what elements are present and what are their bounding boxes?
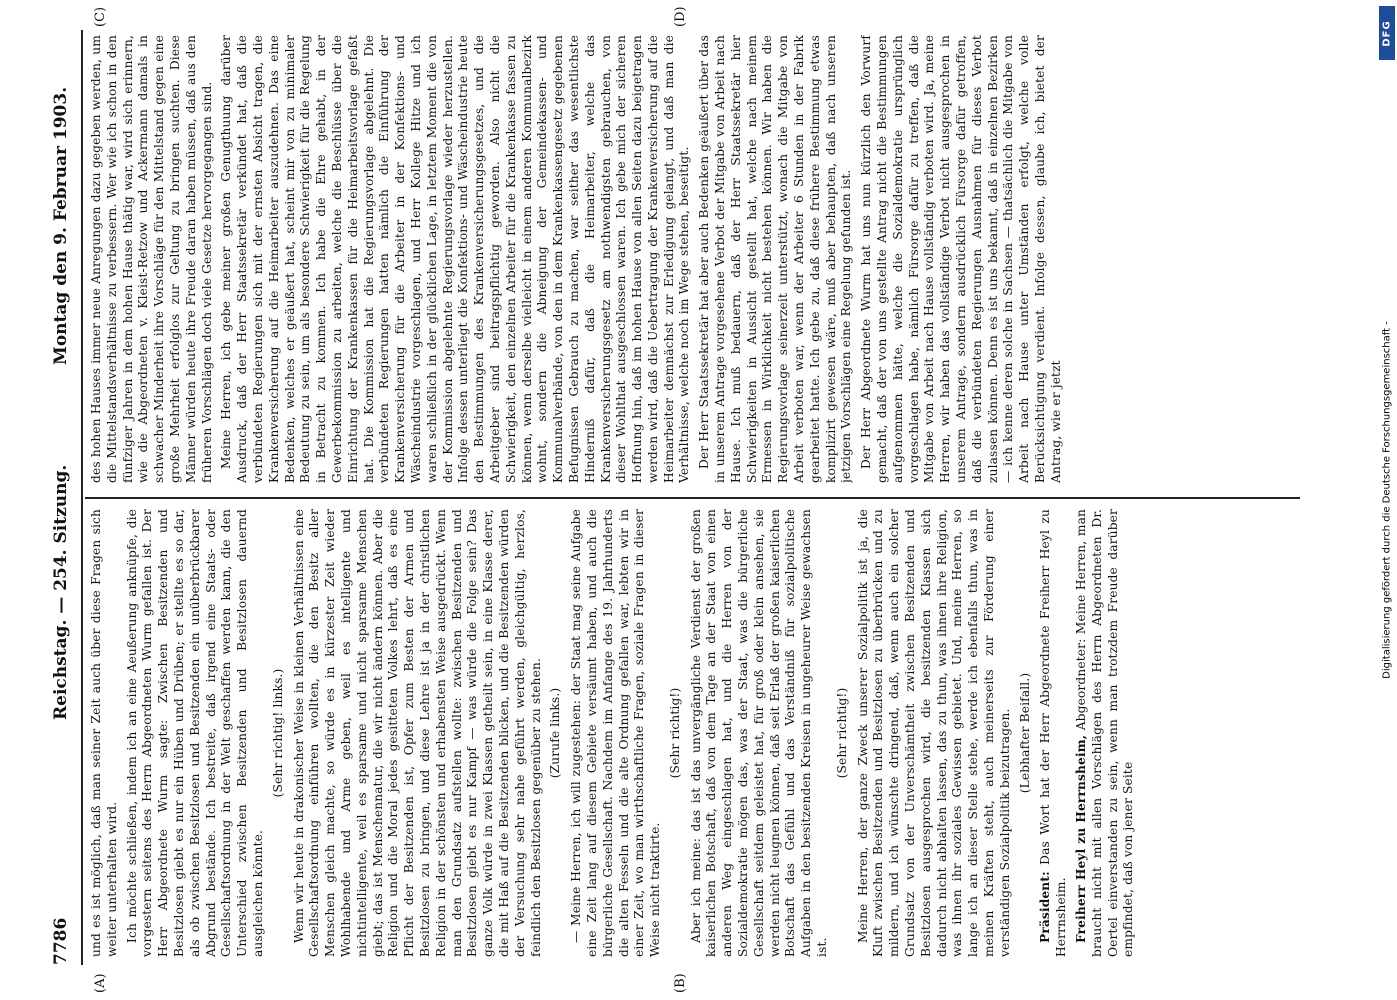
dfg-logo: DFG bbox=[1379, 6, 1395, 60]
paragraph: des hohen Hauses immer neue Anregungen dazu gegeben werden, um die Mittelstandsverhältnisse zu verbessern. Wer wie ich schon in den fünfziger Jahren in dem hohen Hause thätig war, wird sich erinnern, wie die Abgeordneten v. Kleist-Retzow und Ackermann damals in schwacher Minderheit ihre Vorschläge für den Mittelstand gegen eine große Mehrheit erfolglos zur Geltung zu bringen suchten. Diese Männer würden heute ihre Freude daran haben müssen, daß aus den früheren Vorschlägen doch viele Gesetze hervorgegangen sind. bbox=[89, 35, 214, 483]
margin-mark-d: (D) bbox=[673, 6, 688, 27]
interjection: (Lebhafter Beifall.) bbox=[1017, 672, 1032, 794]
column-divider bbox=[85, 497, 1300, 499]
speaker-text: Das Wort hat der Herr Abgeordnete Freiherr Heyl zu Herrnsheim. bbox=[1038, 509, 1069, 957]
interjection: (Sehr richtig!) bbox=[834, 687, 849, 779]
paragraph: Ich möchte schließen, indem ich an eine Aeußerung anknüpfe, die vorgestern seitens des Herrn Abgeordneten Wurm gefallen ist. Der Herr Abgeordnete Wurm sagte: Zwischen Besitzenden und Besitzlosen giebt es nur ein Hüben und Drüben; er stellte es so dar, als ob zwischen Besitzlosen und Besitzenden ein unüberbrückbarer Abgrund bestände. Ich bestreite, daß irgend eine Staats- oder Gesellschaftsordnung in der Welt geschaffen werden kann, die den Unterschied zwischen Besitzenden und Besitzlosen dauernd ausgleichen könnte. bbox=[124, 509, 265, 957]
paragraph: Der Herr Staatssekretär hat aber auch Bedenken geäußert über das in unserem Antrage vorgesehene Verbot der Mitgabe von Arbeit nach Hause. Ich muß bedauern, daß der Herr Staatssekretär hier Schwierigkeiten in Aussicht gestellt hat, welche nach meinem Ermessen in Wirklichkeit nicht bestehen können. Wir haben die Regierungsvorlage seinerzeit unterstützt, wonach die Mitgabe von Arbeit verboten war, wenn der Arbeiter 6 Stunden in der Fabrik gearbeitet hatte. Ich gebe zu, daß diese frühere Bestimmung etwas komplizirt gewesen wäre, muß aber behaupten, daß nach unseren jetzigen Vorschlägen eine Regelung gefunden ist. bbox=[697, 35, 854, 483]
paragraph: und es ist möglich, daß man seiner Zeit auch über diese Fragen sich weiter unterhalten wird. bbox=[89, 509, 119, 957]
speaker-paragraph bbox=[1074, 509, 1137, 957]
speaker-text: Abgeordneter: Meine Herren, man braucht nicht mit allen Vorschlägen des Herrn Abgeordneten Dr. Oertel einverstanden zu sein, wenn man trotzdem Freude darüber empfindet, daß von jener Seite bbox=[1074, 509, 1136, 957]
interjection: (Sehr richtig!) bbox=[667, 687, 682, 779]
digitization-sidebar bbox=[1377, 0, 1397, 1000]
session-title: Reichstag. — 254. Sitzung. bbox=[51, 464, 71, 720]
margin-mark-a: (A) bbox=[93, 973, 108, 993]
paragraph: Wenn wir heute in drakonischer Weise in kleinen Verhältnissen eine Gesellschaftsordnung einführen wollten, die den Besitz aller Menschen gleich machte, so würde es in kürzester Zeit wieder Wohlhabende und Arme geben, weil es intelligente und nichtintelligente, weil es sparsame und nicht sparsame Menschen giebt; das ist Menschennatur, die wir nicht ändern können. Aber die Religion und die Moral jedes gesitteten Volkes lehrt, daß es eine Pflicht der Besitzenden ist, Opfer zum Besten der Armen und Besitzlosen zu bringen, und diese Lehre ist ja in der christlichen Religion in der schönsten und erhabensten Weise ausgedrückt. Wenn man den Grundsatz aufstellen wollte: zwischen Besitzenden und Besitzlosen giebt es nur Kampf — was würde die Folge sein? Das ganze Volk würde in zwei Klassen getheilt sein, in eine Klasse derer, die mit Haß auf die Besitzenden blicken, und die Besitzenden würden der Versuchung sehr nahe geführt werden, gleichgültig, herzlos, feindlich den Besitzlosen gegenüber zu stehen. bbox=[291, 509, 543, 957]
paragraph: — Meine Herren, ich will zugestehen: der Staat mag seine Aufgabe eine Zeit lang auf diesem Gebiete versäumt haben, und auch die bürgerliche Gesellschaft. Nachdem im Anfange des 19. Jahrhunderts die alten Fesseln und die alte Ordnung gefallen war, lebten wir in einer Zeit, wo man wirthschaftliche Fragen, soziale Fragen in dieser Weise nicht traktirte. bbox=[569, 509, 663, 957]
paragraph: Meine Herren, der ganze Zweck unserer Sozialpolitik ist ja, die Kluft zwischen Besitzenden und Besitzlosen zu überbrücken und zu mildern, und ich wünschte dringend, daß, wenn auch ein solcher Grundsatz von der Unverschämtheit zwischen Besitzenden und Besitzlosen ausgesprochen wird, die besitzenden Klassen sich dadurch nicht abhalten lassen, das zu thun, was ihnen ihre Religion, was ihnen ihr soziales Gewissen gebietet. Und, meine Herren, so lange ich an dieser Stelle stehe, werde ich ebenfalls thun, was in meinen Kräften steht, auch meinerseits zur Förderung einer verständigen Sozialpolitik beizutragen. bbox=[855, 509, 1012, 957]
session-date: Montag den 9. Februar 1903. bbox=[51, 86, 71, 365]
paragraph: Meine Herren, ich gebe meiner großen Genugthuung darüber Ausdruck, daß der Herr Staatssekretär verkündet hat, daß die verbündeten Regierungen sich mit der ernsten Absicht tragen, die Krankenversicherung auf die Heimarbeiter auszudehnen. Das eine Bedenken, welches er geäußert hat, scheint mir von zu minimaler Bedeutung zu sein, um als besondere Schwierigkeit für die Regelung in Betracht zu kommen. Ich habe die Ehre gehabt, in der Gewerbekommission zu arbeiten, welche die Beschlüsse über die Einrichtung der Krankenkassen für die Heimarbeitsvorlage gefaßt hat. Die Kommission hat die Regierungsvorlage abgelehnt. Die verbündeten Regierungen hatten nämlich die Einführung der Krankenversicherung für die Arbeiter in der Konfektions- und Wäscheindustrie vorgeschlagen, und Herr Kollege Hitze und ich waren schließlich in der glücklichen Lage, in letztem Moment die von der Kommission abgelehnte Regierungsvorlage wieder herzustellen. Infolge dessen unterliegt die Konfektions- und Wäscheindustrie heute den Bestimmungen des Krankenversicherungsgesetzes, und die Arbeitgeber sind beitragspflichtig geworden. Also nicht die Schwierigkeit, den einzelnen Arbeiter für die Krankenkasse fassen zu können, wenn derselbe vielleicht in einem anderen Kommunalbezirk wohnt, sondern die Abneigung der Gemeindekassen- und Kommunalverbände, von den in dem Krankenkassengesetz gegebenen Befugnissen Gebrauch zu machen, war seither das wesentlichste Hinderniß dafür, daß die Heimarbeiter, welche das Krankenversicherungsgesetz am nothwendigsten gebrauchen, von dieser Wohlthat ausgeschlossen waren. Ich gebe mich der sicheren Hoffnung hin, daß im hohen Hause von allen Seiten dazu beigetragen werden wird, daß die Uebertragung der Krankenversicherung auf die Heimarbeiter demnächst zur Erledigung gelangt, und daß man die Verhältnisse, welche noch im Wege stehen, beseitigt. bbox=[219, 35, 692, 483]
rotated-document-page bbox=[45, 6, 1300, 993]
margin-mark-b: (B) bbox=[673, 973, 688, 993]
paragraph: Aber ich meine: das ist das unvergängliche Verdienst der großen kaiserlichen Botschaft, daß von dem Tage an der Staat von einen anderen Weg eingeschlagen hat, und die Herren von der Sozialdemokratie mögen das, was der Staat, was die bürgerliche Gesellschaft seitdem geleistet hat, für groß oder klein ansehen, sie werden nicht leugnen können, daß seit Erlaß der großen kaiserlichen Botschaft das Gefühl und das Verständniß für sozialpolitische Aufgaben in den besitzenden Kreisen in ungeheurer Weise gewachsen ist. bbox=[688, 509, 830, 957]
digitization-credit: Digitalisierung gefördert durch die Deutsche Forschungsgemeinschaft - bbox=[1381, 321, 1393, 679]
left-text-column bbox=[89, 509, 1294, 957]
speaker-label: Freiherr Heyl zu Herrnsheim, bbox=[1074, 734, 1089, 943]
margin-mark-c: (C) bbox=[93, 6, 108, 27]
speaker-paragraph bbox=[1038, 509, 1070, 957]
speaker-label: Präsident: bbox=[1038, 871, 1053, 943]
right-text-column bbox=[89, 35, 1294, 483]
header-rule bbox=[81, 30, 83, 965]
page-header bbox=[45, 30, 73, 965]
paragraph: Der Herr Abgeordnete Wurm hat uns nun kürzlich den Vorwurf gemacht, daß der von uns gestellte Antrag nicht die Bestimmungen aufgenommen hätte, welche die Sozialdemokratie ursprünglich vorgeschlagen habe, nämlich Fürsorge dafür zu treffen, daß die Mitgabe von Arbeit nach Hause vollständig verboten wird. Ja, meine Herren, wir haben das vollständige Verbot nicht ausgesprochen in unserem Antrage, sondern ausdrücklich Fürsorge dafür getroffen, daß die verbündeten Regierungen Ausnahmen für dieses Verbot zulassen können. Denn es ist uns bekannt, daß in einzelnen Bezirken — ich kenne deren solche in Sachsen — thatsächlich die Mitgabe von Arbeit nach Hause unter Umständen erfolgt, welche volle Berücksichtigung verdient. Infolge dessen, glaube ich, bietet der Antrag, wie er jetzt bbox=[859, 35, 1063, 483]
page-number: 7786 bbox=[51, 917, 71, 965]
interjection: (Sehr richtig! links.) bbox=[270, 668, 285, 798]
interjection: (Zurufe links.) bbox=[548, 687, 563, 779]
